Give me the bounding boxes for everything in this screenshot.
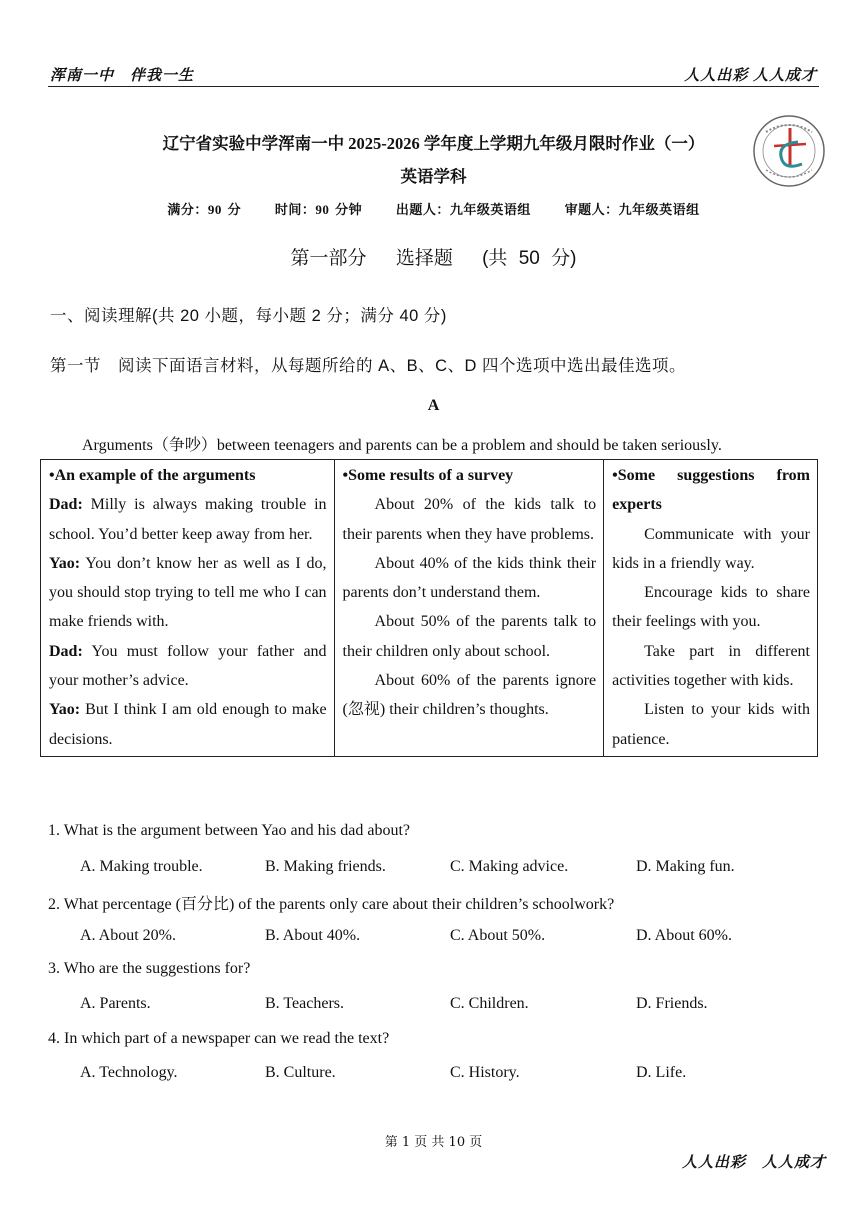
option-c: C. History.	[450, 1064, 520, 1081]
part-type: 选择题	[395, 248, 453, 269]
suggestion-item: Encourage kids to share their feelings with you.	[612, 584, 810, 631]
header-left-motto: 浑南一中 伴我一生	[50, 68, 195, 84]
suggestion-item: Listen to your kids with patience.	[612, 701, 810, 748]
header-divider	[48, 86, 819, 87]
exam-title: 辽宁省实验中学浑南一中 2025-2026 学年度上学期九年级月限时作业（一）	[162, 134, 705, 153]
dialogue-line: Yao: You don’t know her as well as I do, you should stop trying to tell me who I can make friends with.	[49, 554, 327, 631]
survey-item: About 40% of the kids think their parents don’t understand them.	[342, 554, 597, 602]
option-d: D. About 60%.	[636, 927, 732, 944]
school-seal-logo	[752, 114, 826, 188]
passage-label: A	[427, 397, 440, 414]
exam-reviewer: 审题人：九年级英语组	[564, 202, 700, 217]
footer-motto: 人人出彩 人人成才	[682, 1155, 827, 1171]
section-one-heading: 一、阅读理解(共 20 小题，每小题 2 分；满分 40 分)	[50, 307, 447, 325]
option-b: B. About 40%.	[265, 927, 361, 944]
option-b: B. Making friends.	[265, 858, 386, 875]
option-c: C. About 50%.	[450, 927, 546, 944]
part-heading	[0, 243, 867, 270]
suggestion-item: Communicate with your kids in a friendly way.	[612, 525, 810, 572]
option-a: A. Making trouble.	[80, 858, 203, 875]
dialogue-line: Dad: You must follow your father and your mother’s advice.	[49, 642, 327, 690]
section-instructions: 第一节 阅读下面语言材料，从每题所给的 A、B、C、D 四个选项中选出最佳选项。	[50, 357, 687, 375]
option-a: A. About 20%.	[80, 927, 176, 944]
option-c: C. Children.	[450, 995, 529, 1012]
exam-setter: 出题人：九年级英语组	[395, 202, 531, 217]
option-a: A. Technology.	[80, 1064, 178, 1081]
option-c: C. Making advice.	[450, 858, 569, 875]
question-stem: 3. Who are the suggestions for?	[48, 960, 251, 977]
full-score: 满分：90 分	[167, 202, 242, 217]
survey-column	[334, 460, 604, 757]
header-right-motto: 人人出彩 人人成才	[684, 68, 817, 84]
suggestions-column	[604, 460, 818, 757]
arguments-column-heading: •An example of the arguments	[49, 467, 256, 484]
part-score: (共 50 分)	[482, 248, 577, 269]
option-d: D. Making fun.	[636, 858, 735, 875]
question-stem: 4. In which part of a newspaper can we read the text?	[48, 1030, 390, 1047]
dialogue-line: Dad: Milly is always making trouble in school. You’d better keep away from her.	[49, 496, 327, 543]
survey-column-heading: •Some results of a survey	[342, 467, 514, 484]
survey-item: About 50% of the parents talk to their children only about school.	[342, 613, 597, 660]
part-name: 第一部分	[290, 248, 367, 269]
option-b: B. Culture.	[265, 1064, 336, 1081]
survey-item: About 60% of the parents ignore (忽视) their children’s thoughts.	[342, 672, 597, 719]
question-stem: 2. What percentage (百分比) of the parents only care about their children’s schoolwork?	[48, 896, 615, 913]
exam-subject: 英语学科	[400, 167, 467, 186]
passage-table	[40, 459, 818, 757]
question-stem: 1. What is the argument between Yao and his dad about?	[48, 822, 410, 839]
survey-item: About 20% of the kids talk to their parents when they have problems.	[342, 496, 597, 543]
arguments-column	[41, 460, 335, 757]
dialogue-line: Yao: But I think I am old enough to make decisions.	[49, 701, 327, 748]
suggestions-column-heading: •Some suggestions from experts	[612, 467, 810, 514]
option-d: D. Friends.	[636, 995, 708, 1012]
option-d: D. Life.	[636, 1064, 687, 1081]
page-number: 第 1 页 共 10 页	[384, 1135, 483, 1150]
exam-time: 时间：90 分钟	[274, 202, 363, 217]
exam-info	[0, 199, 867, 218]
option-a: A. Parents.	[80, 995, 151, 1012]
suggestion-item: Take part in different activities together with kids.	[612, 642, 810, 690]
passage-intro: Arguments（争吵）between teenagers and parents can be a problem and should be taken seriously.	[82, 437, 722, 454]
option-b: B. Teachers.	[265, 995, 344, 1012]
